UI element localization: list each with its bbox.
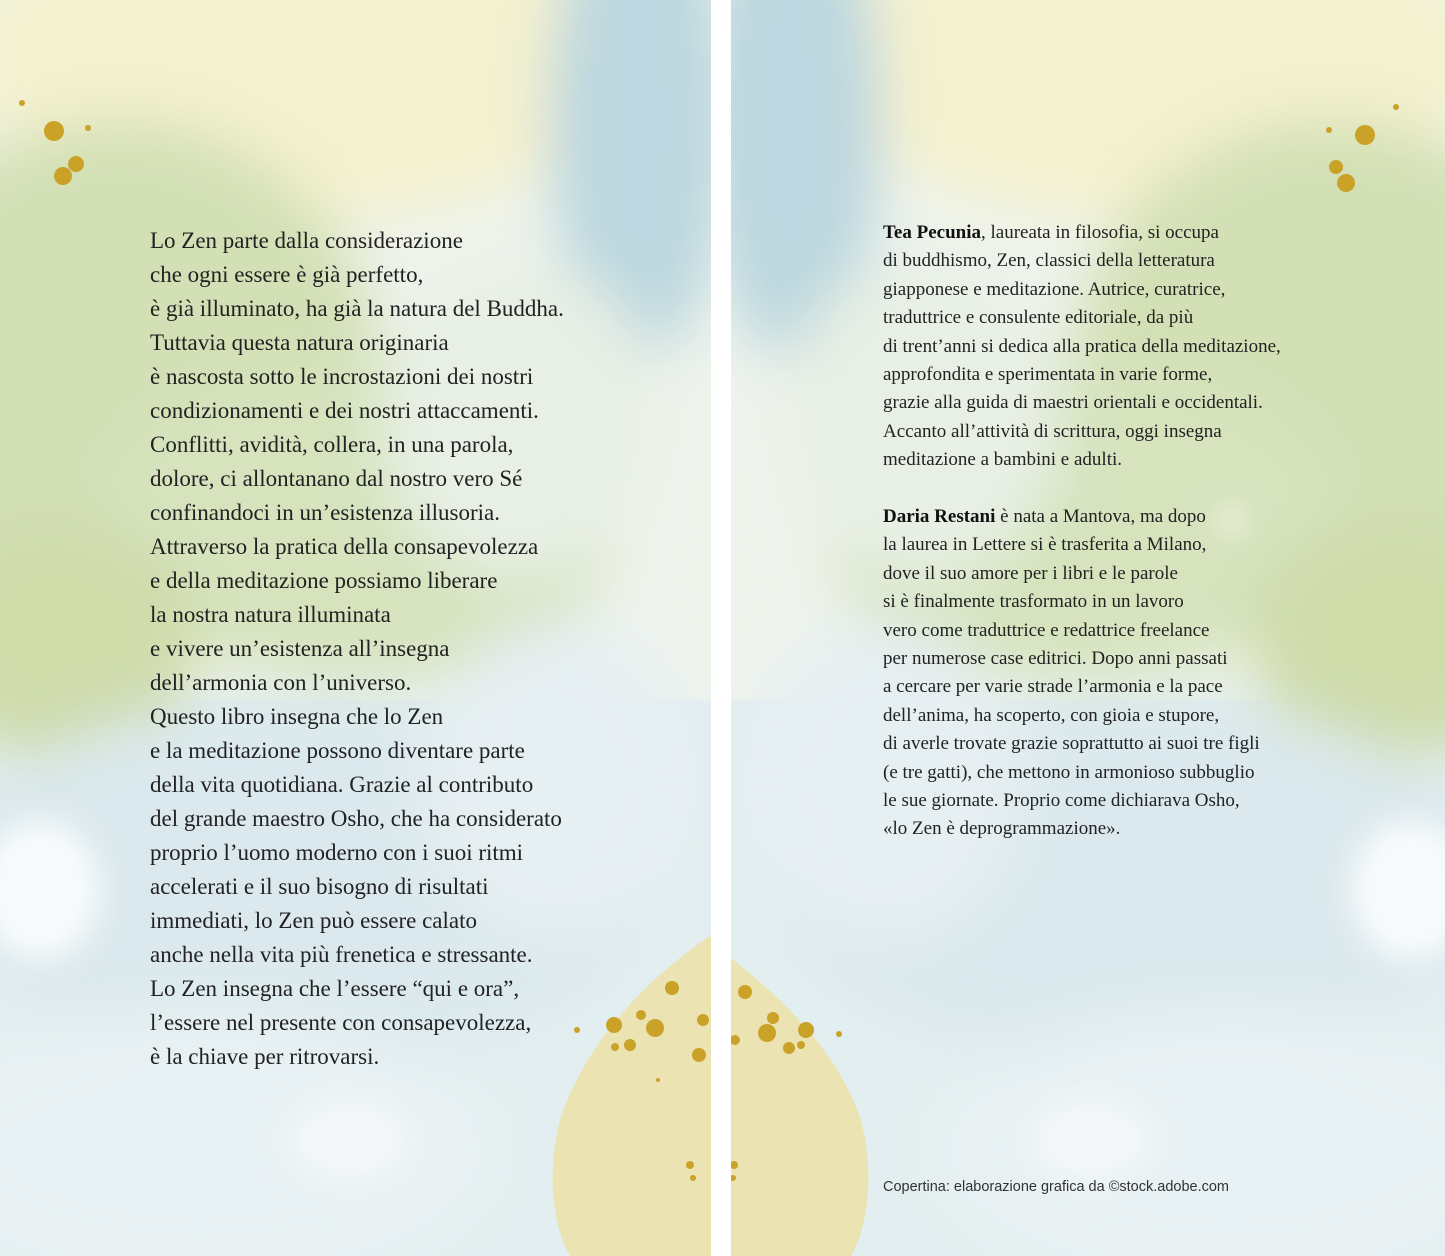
blurb-line: è la chiave per ritrovarsi. — [150, 1044, 380, 1069]
blurb-line: proprio l’uomo moderno con i suoi ritmi — [150, 840, 524, 865]
bio-line: approfondita e sperimentata in varie forme, — [883, 364, 1213, 386]
author-bio-daria-restani — [883, 503, 1423, 844]
bio-line: dell’anima, ha scoperto, con gioia e stupore, — [883, 704, 1220, 726]
bio-first-line-rest: , laureata in filosofia, si occupa — [981, 222, 1219, 243]
left-page — [0, 0, 711, 1256]
blurb-line: condizionamenti e dei nostri attaccamenti. — [150, 398, 539, 423]
blurb-line: accelerati e il suo bisogno di risultati — [150, 874, 489, 899]
bio-line: di trent’anni si dedica alla pratica della meditazione, — [883, 335, 1281, 357]
blurb-line: del grande maestro Osho, che ha considerato — [150, 806, 562, 831]
blurb-line: è già illuminato, ha già la natura del Buddha. — [150, 296, 564, 321]
blurb-line: e della meditazione possiamo liberare — [150, 568, 498, 593]
bio-line: Accanto all’attività di scrittura, oggi insegna — [883, 420, 1222, 442]
bio-line: per numerose case editrici. Dopo anni passati — [883, 648, 1228, 670]
bio-line: si è finalmente trasformato in un lavoro — [883, 591, 1184, 613]
bio-line: le sue giornate. Proprio come dichiarava Osho, — [883, 790, 1240, 812]
blurb-line: Attraverso la pratica della consapevolezza — [150, 534, 539, 559]
bio-line: traduttrice e consulente editoriale, da più — [883, 307, 1194, 329]
blurb-line: dell’armonia con l’universo. — [150, 670, 412, 695]
blurb-line: anche nella vita più frenetica e stressante. — [150, 942, 533, 967]
bio-line: vero come traduttrice e redattrice freelance — [883, 619, 1210, 641]
blurb-line: della vita quotidiana. Grazie al contributo — [150, 772, 534, 797]
blurb-line: la nostra natura illuminata — [150, 602, 391, 627]
bio-line: meditazione a bambini e adulti. — [883, 449, 1123, 471]
blurb-line: confinandoci in un’esistenza illusoria. — [150, 500, 501, 525]
bio-first-line — [883, 503, 1423, 531]
bio-first-line-rest: è nata a Mantova, ma dopo — [995, 506, 1206, 527]
blurb-line: Lo Zen parte dalla considerazione — [150, 228, 463, 253]
bio-line: (e tre gatti), che mettono in armonioso subbuglio — [883, 761, 1255, 783]
bio-line: la laurea in Lettere si è trasferita a Milano, — [883, 534, 1207, 556]
blurb-line: dolore, ci allontanano dal nostro vero Sé — [150, 466, 523, 491]
author-name: Daria Restani — [883, 506, 996, 527]
blurb-line: che ogni essere è già perfetto, — [150, 262, 424, 287]
blurb-line: Tuttavia questa natura originaria — [150, 330, 449, 355]
bio-line: grazie alla guida di maestri orientali e occidentali. — [883, 392, 1263, 414]
blurb-line: Lo Zen insegna che l’essere “qui e ora”, — [150, 976, 520, 1001]
blurb-line: è nascosta sotto le incrostazioni dei nostri — [150, 364, 534, 389]
blurb-line: e vivere un’esistenza all’insegna — [150, 636, 450, 661]
bio-first-line — [883, 219, 1423, 247]
page-gutter — [711, 0, 731, 1256]
blurb-line: l’essere nel presente con consapevolezza, — [150, 1010, 532, 1035]
bio-line: «lo Zen è deprogrammazione». — [883, 818, 1121, 840]
bio-line: di buddhismo, Zen, classici della letteratura — [883, 250, 1215, 272]
bio-line: di averle trovate grazie soprattutto ai suoi tre figli — [883, 733, 1260, 755]
back-cover-blurb — [150, 224, 670, 1074]
cover-credit: Copertina: elaborazione grafica da ©stock.adobe.com — [883, 1179, 1229, 1195]
author-name: Tea Pecunia — [883, 222, 981, 243]
blurb-line: immediati, lo Zen può essere calato — [150, 908, 477, 933]
right-page — [731, 0, 1445, 1256]
blurb-line: Conflitti, avidità, collera, in una parola, — [150, 432, 514, 457]
bio-line: giapponese e meditazione. Autrice, curatrice, — [883, 278, 1226, 300]
author-bio-tea-pecunia — [883, 219, 1423, 475]
bio-line: a cercare per varie strade l’armonia e la pace — [883, 676, 1223, 698]
bio-line: dove il suo amore per i libri e le parole — [883, 562, 1178, 584]
blurb-line: Questo libro insegna che lo Zen — [150, 704, 444, 729]
blurb-line: e la meditazione possono diventare parte — [150, 738, 525, 763]
